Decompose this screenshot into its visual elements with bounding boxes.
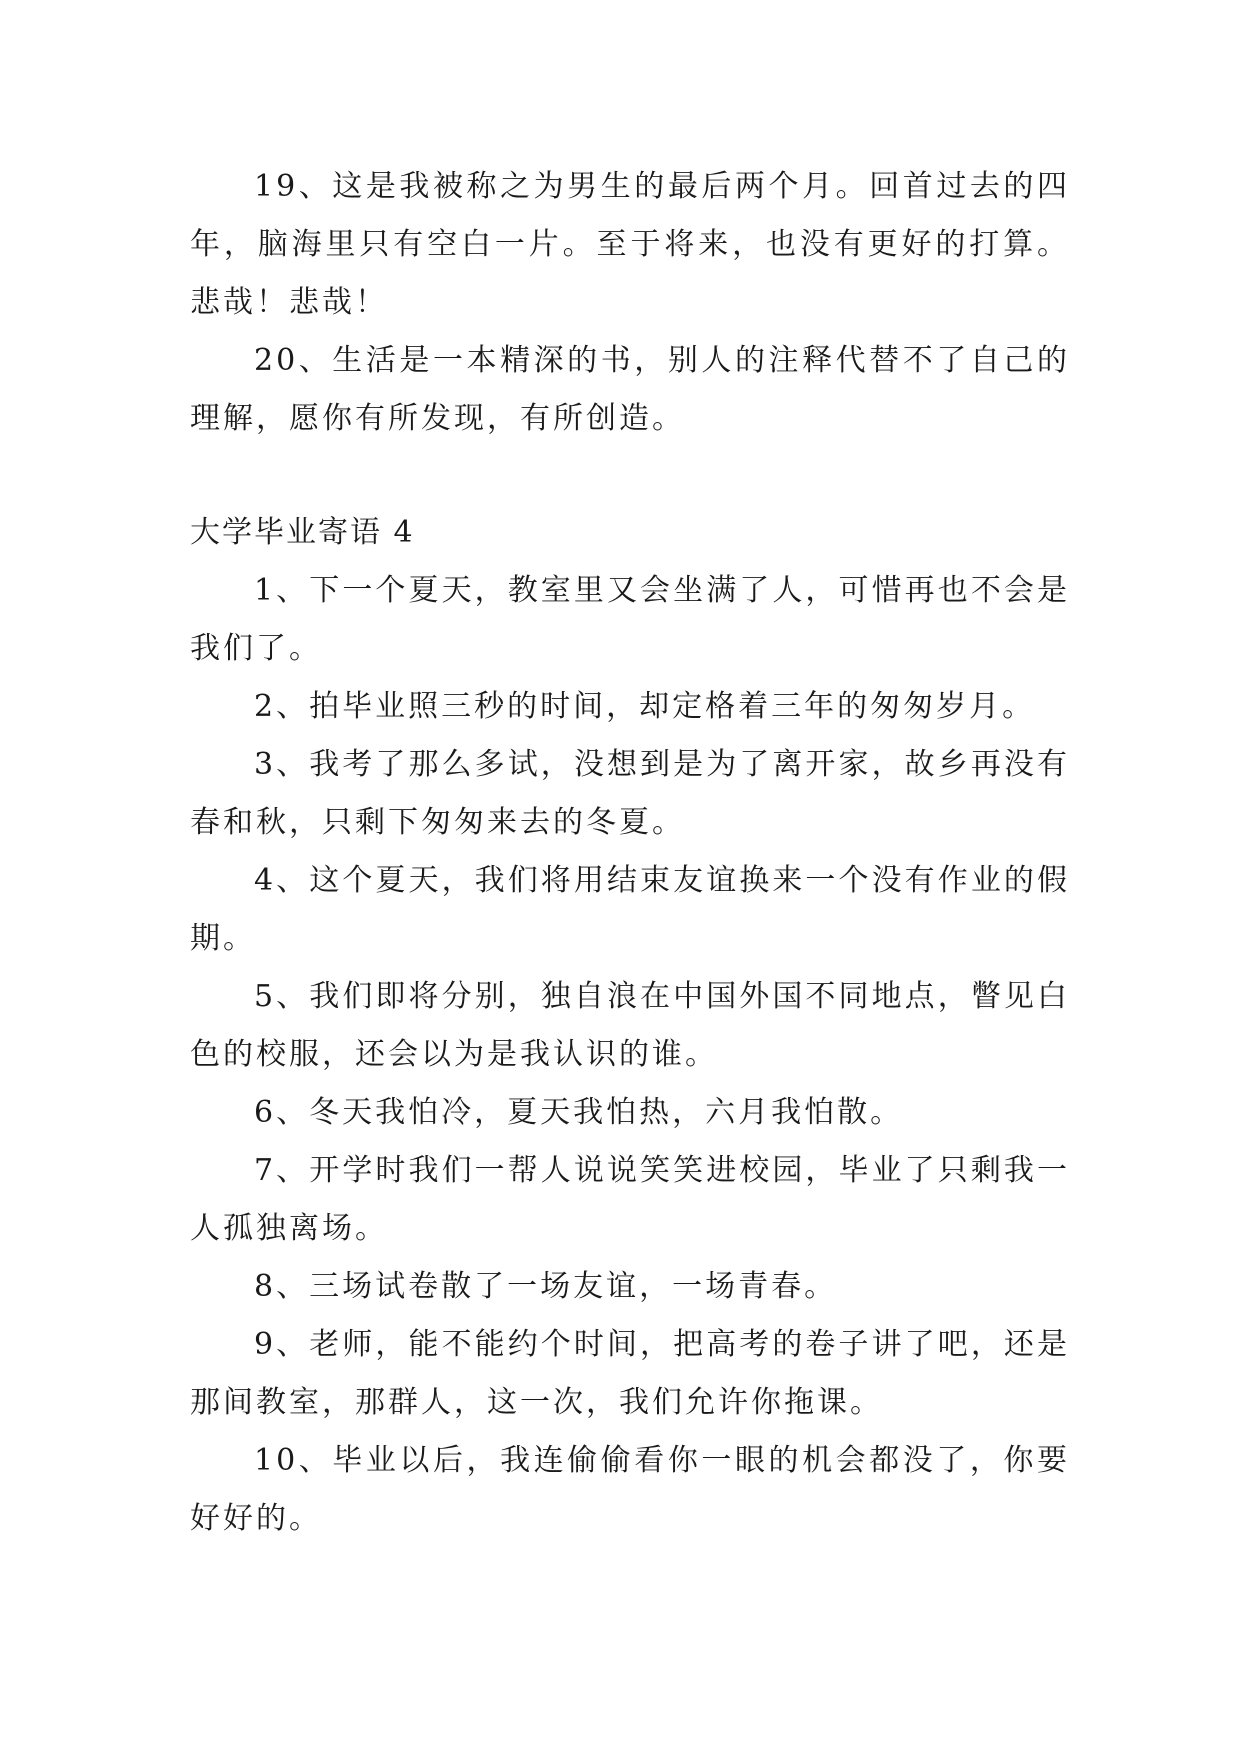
paragraph-4: 4、这个夏天，我们将用结束友谊换来一个没有作业的假期。: [190, 863, 1070, 956]
section-title: 大学毕业寄语 4: [190, 515, 415, 550]
document-body: [190, 158, 1070, 1548]
paragraph-1: 1、下一个夏天，教室里又会坐满了人，可惜再也不会是我们了。: [190, 573, 1070, 666]
paragraph-3: 3、我考了那么多试，没想到是为了离开家，故乡再没有春和秋，只剩下匆匆来去的冬夏。: [190, 747, 1070, 840]
paragraph-5: 5、我们即将分别，独自浪在中国外国不同地点，瞥见白色的校服，还会以为是我认识的谁。: [190, 979, 1070, 1072]
paragraph-7: 7、开学时我们一帮人说说笑笑进校园，毕业了只剩我一人孤独离场。: [190, 1153, 1070, 1246]
paragraph-20: 20、生活是一本精深的书，别人的注释代替不了自己的理解，愿你有所发现，有所创造。: [190, 343, 1070, 436]
paragraph-2: 2、拍毕业照三秒的时间，却定格着三年的匆匆岁月。: [254, 689, 1036, 724]
paragraph-9: 9、老师，能不能约个时间，把高考的卷子讲了吧，还是那间教室，那群人，这一次，我们允许你拖课。: [190, 1327, 1070, 1420]
paragraph-6: 6、冬天我怕冷，夏天我怕热，六月我怕散。: [254, 1095, 904, 1130]
paragraph-10: 10、毕业以后，我连偷偷看你一眼的机会都没了，你要好好的。: [190, 1443, 1070, 1536]
paragraph-19: 19、这是我被称之为男生的最后两个月。回首过去的四年，脑海里只有空白一片。至于将来，也没有更好的打算。悲哉！悲哉！: [190, 169, 1070, 320]
paragraph-8: 8、三场试卷散了一场友谊，一场青春。: [254, 1269, 838, 1304]
